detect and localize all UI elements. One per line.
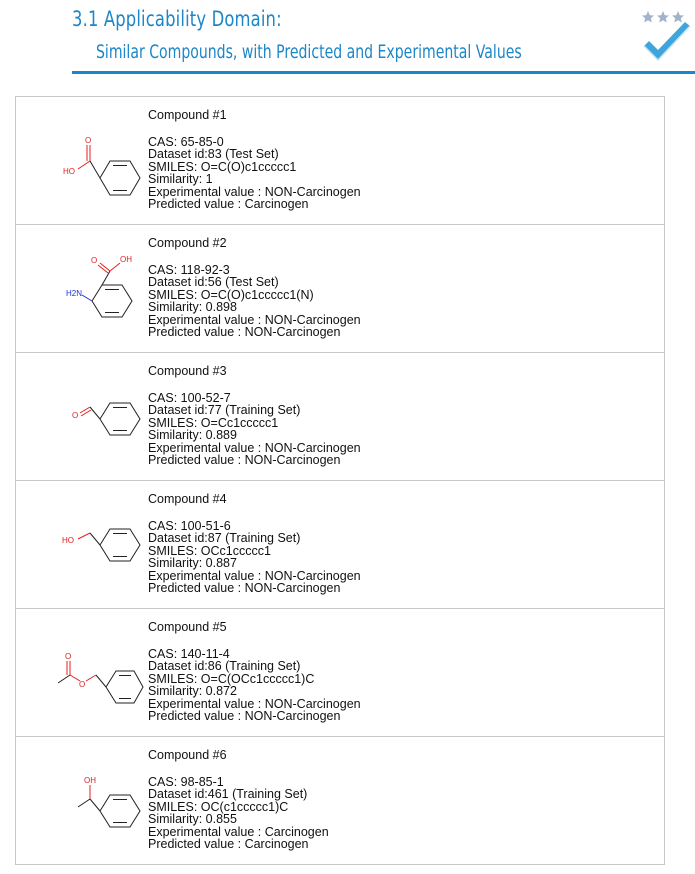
compound-dataset: Dataset id:83 (Test Set)	[148, 147, 279, 161]
molecule-structure-image	[44, 761, 144, 841]
header-divider	[72, 71, 695, 74]
compound-experimental-value: Experimental value : NON-Carcinogen	[148, 184, 361, 199]
compound-row	[16, 97, 664, 225]
atom-label: H2N	[66, 289, 83, 298]
molecule-structure-image	[44, 121, 144, 201]
compound-cas: CAS: 118-92-3	[148, 262, 230, 277]
molecule-structure-image	[44, 249, 144, 329]
compound-smiles: SMILES: O=C(O)c1ccccc1(N)	[148, 287, 314, 302]
compound-smiles: SMILES: O=Cc1ccccc1	[148, 415, 279, 430]
atom-label: O	[79, 680, 86, 689]
atom-label: HO	[62, 536, 74, 545]
three-stars-checkmark-icon	[638, 8, 695, 68]
compound-experimental-value: Experimental value : NON-Carcinogen	[148, 696, 361, 711]
compound-experimental-value: Experimental value : NON-Carcinogen	[148, 440, 361, 455]
atom-label: O	[72, 411, 79, 420]
compound-predicted-value: Predicted value : NON-Carcinogen	[148, 325, 341, 339]
compound-cas: CAS: 140-11-4	[148, 646, 230, 661]
atom-label: O	[91, 256, 98, 265]
compound-dataset: Dataset id:77 (Training Set)	[148, 403, 301, 417]
compound-row	[16, 353, 664, 481]
compound-similarity: Similarity: 0.855	[148, 812, 237, 826]
compound-details	[148, 493, 361, 595]
compound-cas: CAS: 100-51-6	[148, 518, 231, 533]
compound-name: Compound #4	[148, 492, 227, 506]
compound-details	[148, 749, 329, 851]
compound-details	[148, 237, 361, 339]
compound-row	[16, 481, 664, 609]
compound-similarity: Similarity: 1	[148, 172, 213, 186]
atom-label: O	[65, 652, 72, 661]
molecule-structure-image	[44, 633, 144, 713]
compound-smiles: SMILES: OC(c1ccccc1)C	[148, 799, 289, 814]
compound-similarity: Similarity: 0.872	[148, 684, 237, 698]
section-title: 3.1 Applicability Domain:	[72, 7, 282, 31]
compound-dataset: Dataset id:86 (Training Set)	[148, 659, 301, 673]
compound-predicted-value: Predicted value : NON-Carcinogen	[148, 709, 341, 723]
compound-dataset: Dataset id:56 (Test Set)	[148, 275, 279, 289]
compound-experimental-value: Experimental value : NON-Carcinogen	[148, 568, 361, 583]
molecule-structure-image	[44, 377, 144, 457]
compound-smiles: SMILES: O=C(OCc1ccccc1)C	[148, 671, 315, 686]
atom-label: HO	[63, 167, 75, 176]
compound-predicted-value: Predicted value : Carcinogen	[148, 837, 309, 851]
atom-label: OH	[84, 776, 96, 785]
atom-label: OH	[120, 255, 132, 264]
compound-details	[148, 365, 361, 467]
compound-similarity: Similarity: 0.887	[148, 556, 237, 570]
compound-similarity: Similarity: 0.889	[148, 428, 237, 442]
compound-dataset: Dataset id:461 (Training Set)	[148, 787, 308, 801]
compound-experimental-value: Experimental value : NON-Carcinogen	[148, 312, 361, 327]
section-header	[0, 0, 695, 80]
compound-smiles: SMILES: O=C(O)c1ccccc1	[148, 159, 297, 174]
compound-cas: CAS: 65-85-0	[148, 134, 224, 149]
compound-experimental-value: Experimental value : Carcinogen	[148, 824, 329, 839]
atom-label: O	[85, 136, 92, 145]
similar-compounds-table	[15, 96, 665, 865]
compound-name: Compound #6	[148, 748, 227, 762]
compound-dataset: Dataset id:87 (Training Set)	[148, 531, 301, 545]
section-subtitle: Similar Compounds, with Predicted and Experimental Values	[96, 41, 522, 63]
compound-name: Compound #2	[148, 236, 227, 250]
compound-row	[16, 609, 664, 737]
compound-predicted-value: Predicted value : NON-Carcinogen	[148, 581, 341, 595]
compound-row	[16, 737, 664, 864]
compound-details	[148, 109, 361, 211]
compound-name: Compound #1	[148, 108, 227, 122]
molecule-structure-image	[44, 505, 144, 585]
compound-predicted-value: Predicted value : Carcinogen	[148, 197, 309, 211]
compound-name: Compound #5	[148, 620, 227, 634]
compound-similarity: Similarity: 0.898	[148, 300, 237, 314]
compound-cas: CAS: 100-52-7	[148, 390, 231, 405]
compound-row	[16, 225, 664, 353]
compound-smiles: SMILES: OCc1ccccc1	[148, 543, 271, 558]
compound-name: Compound #3	[148, 364, 227, 378]
compound-details	[148, 621, 361, 723]
compound-predicted-value: Predicted value : NON-Carcinogen	[148, 453, 341, 467]
compound-cas: CAS: 98-85-1	[148, 774, 224, 789]
